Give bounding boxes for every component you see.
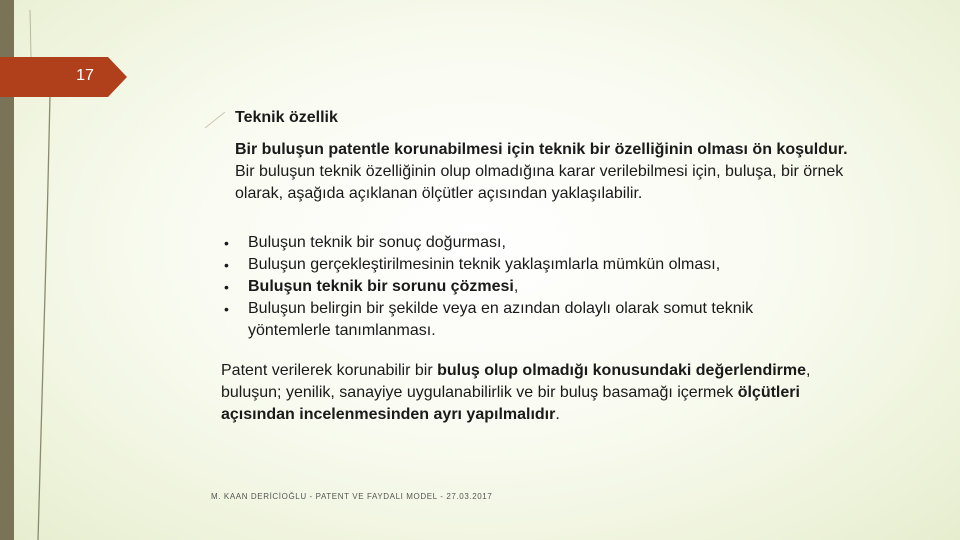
conclusion-bold-1: buluş olup olmadığı konusundaki değerlendirme	[437, 362, 807, 379]
bullet-icon: •	[224, 257, 229, 273]
list-item-text: ,	[513, 278, 519, 295]
intro-paragraph-rest: Bir buluşun teknik özelliğinin olup olmadığına karar verilebilmesi için, buluşa, bir örnek olarak, aşağıda açıklanan ölçütler açısından yaklaşılabilir.	[235, 163, 844, 202]
list-item	[222, 232, 832, 254]
criteria-list	[222, 232, 832, 342]
list-item-bold: Buluşun teknik bir sorunu çözmesi	[248, 278, 514, 295]
bullet-icon: •	[224, 279, 229, 295]
conclusion-paragraph	[221, 360, 841, 426]
slide-heading: Teknik özellik	[235, 109, 338, 126]
page-number: 17	[76, 67, 94, 84]
intro-paragraph-bold: Bir buluşun patentle korunabilmesi için teknik bir özelliğinin olması ön koşuldur.	[235, 141, 848, 158]
list-item-text: Buluşun teknik bir sonuç doğurması,	[248, 234, 506, 251]
list-item	[222, 298, 832, 342]
conclusion-text-1: Patent verilerek korunabilir bir	[221, 362, 438, 379]
list-item-text: Buluşun belirgin bir şekilde veya en azından dolaylı olarak somut teknik yöntemlerle tanımlanması.	[248, 300, 754, 339]
conclusion-text-3: .	[555, 406, 560, 423]
bullet-icon: •	[224, 301, 229, 317]
intro-paragraph	[235, 139, 850, 205]
conclusion-text-2: , buluşun; yenilik, sanayiye uygulanabilirlik ve bir buluş basamağı içermek	[221, 362, 811, 401]
conclusion-bold-2: ölçütleri açısından incelenmesinden ayrı yapılmalıdır	[221, 384, 800, 423]
list-item	[222, 276, 832, 298]
list-item-text: Buluşun gerçekleştirilmesinin teknik yaklaşımlarla mümkün olması,	[248, 256, 721, 273]
bullet-icon: •	[224, 235, 229, 251]
list-item	[222, 254, 832, 276]
slide-footer: M. KAAN DERİCİOĞLU - PATENT VE FAYDALI MODEL - 27.03.2017	[211, 492, 493, 501]
